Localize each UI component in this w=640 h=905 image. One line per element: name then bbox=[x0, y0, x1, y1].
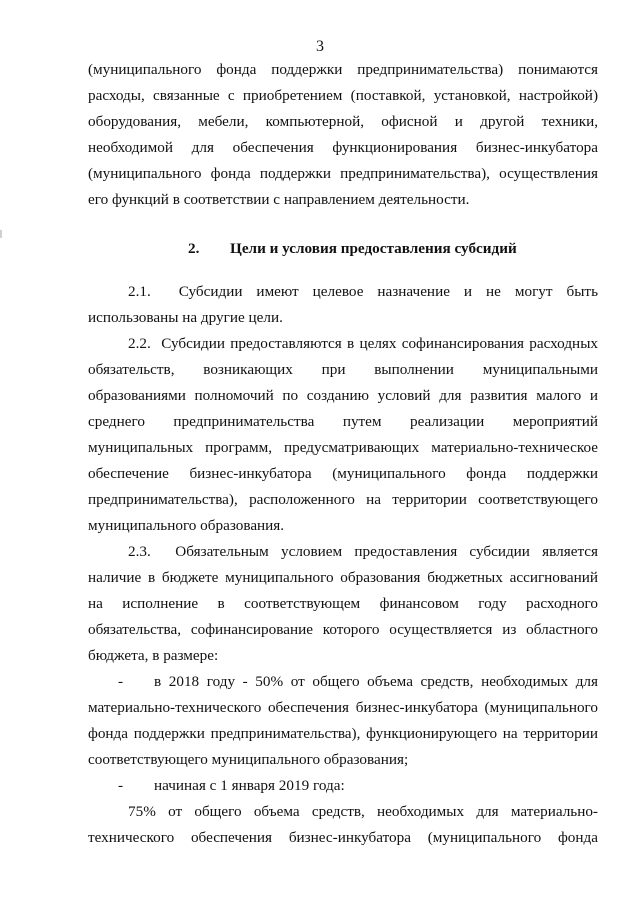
paragraph-75-percent: 75% от общего объема средств, необходимых для материально-технического обеспечения бизнес-инкубатора (муниципального фонда bbox=[88, 803, 598, 846]
paragraph-2-2: 2.2. Субсидии предоставляются в целях софинансирования расходных обязательств, возникающих при выполнении муниципальными образованиями полномочий по созданию условий для развития малого и среднего предпринимательства путем реализации мероприятий муниципальных программ, предусматривающих материально-техническое обеспечение бизнес-инкубатора (муниципального фонда поддержки предпринимательства), расположенного на территории соответствующего муниципального образования. bbox=[88, 335, 598, 534]
section-number: 2. bbox=[188, 240, 200, 257]
list-item-2019 bbox=[88, 773, 598, 799]
page-number: 3 bbox=[316, 38, 324, 55]
list-dash: - bbox=[118, 673, 124, 690]
paragraph-2-3: 2.3. Обязательным условием предоставления субсидии является наличие в бюджете муниципального образования бюджетных ассигнований на исполнение в соответствующем финансовом году расходного обязательства, софинансирование которого осуществляется из областного бюджета, в размере: bbox=[88, 543, 598, 664]
section-heading bbox=[88, 236, 598, 262]
list-item-text: начиная с 1 января 2019 года: bbox=[154, 777, 345, 794]
paragraph-continuation: (муниципального фонда поддержки предпринимательства) понимаются расходы, связанные с приобретением (поставкой, установкой, настройкой) оборудования, мебели, компьютерной, офисной и другой техники, необходимой для обеспечения функционирования бизнес-инкубатора (муниципального фонда поддержки предпринимательства), осуществления его функций в соответствии с направлением деятельности. bbox=[88, 61, 598, 208]
section-title: Цели и условия предоставления субсидий bbox=[230, 240, 517, 257]
margin-mark bbox=[0, 230, 2, 238]
list-item-2018 bbox=[88, 669, 598, 773]
document-body bbox=[88, 57, 598, 851]
paragraph-2-1: 2.1. Субсидии имеют целевое назначение и не могут быть использованы на другие цели. bbox=[88, 283, 598, 326]
list-dash: - bbox=[118, 777, 124, 794]
list-item-text: в 2018 году - 50% от общего объема средств, необходимых для материально-технического обеспечения бизнес-инкубатора (муниципального фонда поддержки предпринимательства), функционирующего на территории соответствующего муниципального образования; bbox=[88, 673, 598, 768]
